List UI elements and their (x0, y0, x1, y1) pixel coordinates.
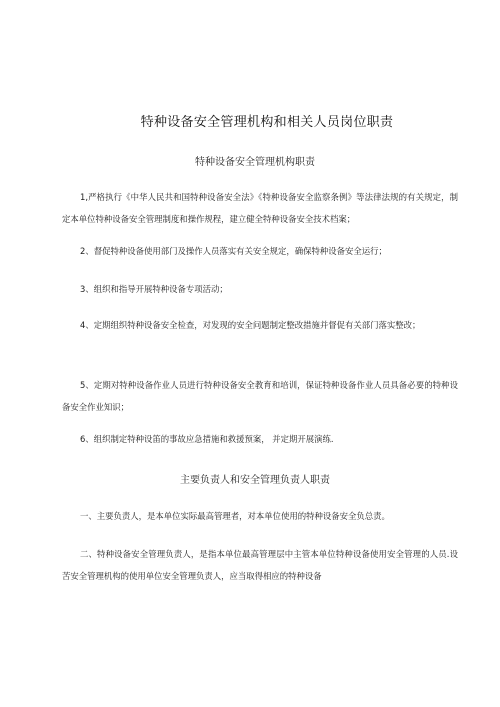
paragraph-item-3: 3、组织和指导开展特种设备专项活动； (80, 284, 228, 294)
document-title: 特种设备安全管理机构和相关人员岗位职责 (140, 115, 394, 130)
paragraph-item-5: 5、定期对特种设备作业人员进行特种设备安全教育和培训，保证特种设备作业人员具备必要的特种设备安全作业知识； (62, 380, 458, 412)
paragraph-item-4: 4、定期组织特种设备安全检查，对发现的安全问题制定整改措施并督促有关部门落实整改； (80, 320, 421, 330)
section-heading-responsible-persons: 主要负责人和安全管理负责人职责 (180, 475, 330, 486)
paragraph-principal-responsible: 一、主要负责人，是本单位实际最高管理者，对本单位使用的特种设备安全负总责。 (80, 511, 390, 521)
section-heading-management-duties: 特种设备安全管理机构职责 (195, 157, 315, 168)
paragraph-item-2: 2、督促特种设备使用部门及操作人员落实有关安全规定，确保特种设备安全运行； (80, 246, 387, 256)
paragraph-safety-manager: 二、特种设备安全管理负责人，是指本单位最高管理层中主管本单位特种设备使用安全管理的人员.设苦安全管理机构的使用单位安全管理负责人，应当取得相应的特种设备 (62, 549, 458, 581)
paragraph-item-6: 6、组织制定特种设笛的事故应急措施和救援预案， 并定期开展演练. (80, 434, 334, 444)
paragraph-item-1: 1,严格执行《中华人民共和国特种设备安全法》《特种设备安全监察条例》等法律法规的有关规定，制定本单位特种设备安全管理制度和操作规程，建立健全特种设备安全技术档案； (62, 192, 458, 224)
